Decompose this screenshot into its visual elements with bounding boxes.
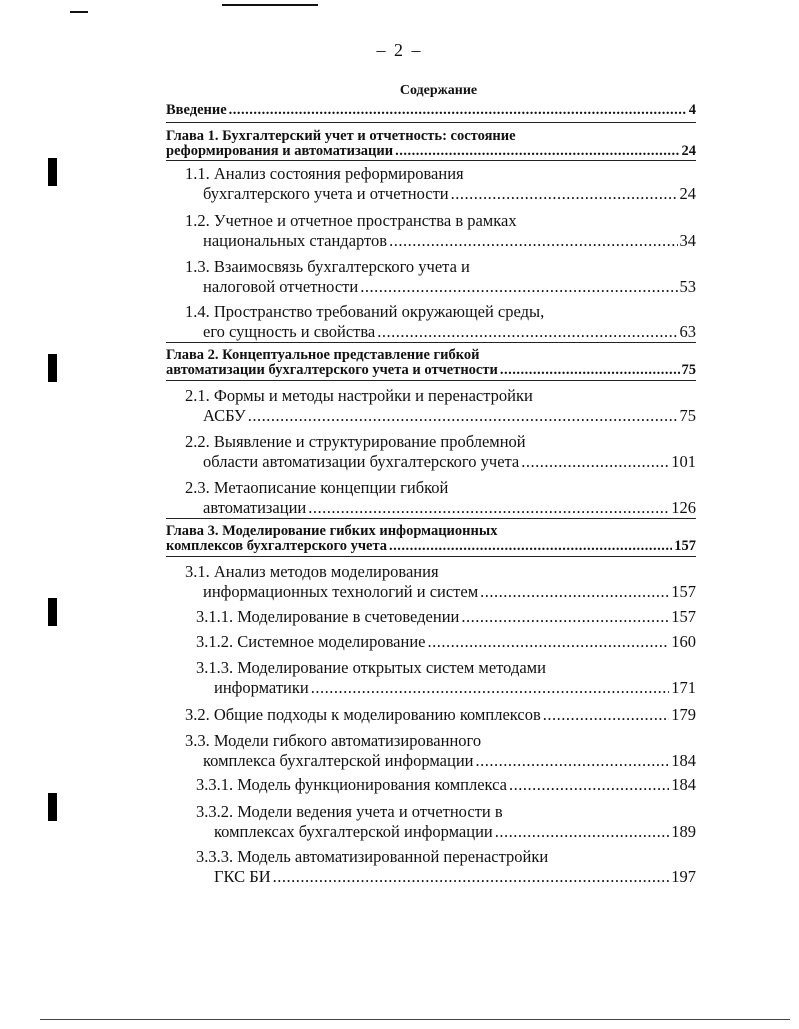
toc-entry-label: 3.2. Общие подходы к моделированию комплексов <box>185 705 541 724</box>
toc-entry-label: АСБУ <box>203 406 246 425</box>
toc-entry-row <box>196 678 696 698</box>
toc-entry-label: комплексах бухгалтерской информации <box>214 822 493 841</box>
dot-leader <box>476 751 670 771</box>
dot-leader <box>428 632 670 652</box>
toc-entry-label: его сущность и свойства <box>203 322 376 341</box>
dot-leader <box>480 582 669 602</box>
toc-entry-first-line: Глава 1. Бухгалтерский учет и отчетность: состояние <box>166 128 516 144</box>
toc-section-entry <box>185 432 696 472</box>
dot-leader <box>308 498 669 518</box>
toc-entry-first-line: Глава 3. Моделирование гибких информационных <box>166 523 498 539</box>
toc-entry-row <box>185 406 696 426</box>
dot-leader <box>509 775 669 795</box>
toc-entry-label: информационных технологий и систем <box>203 582 479 601</box>
toc-entry-page: 126 <box>671 498 696 517</box>
toc-entry-row <box>185 751 696 771</box>
toc-entry-label: 3.1.2. Системное моделирование <box>196 632 426 651</box>
toc-entry-row <box>185 705 696 725</box>
toc-entry-first-line: 3.3.3. Модель автоматизированной перенастройки <box>196 847 549 866</box>
toc-title: Содержание <box>399 83 478 98</box>
toc-section-entry <box>185 257 696 297</box>
toc-entry-label: налоговой отчетности <box>203 277 359 296</box>
toc-entry-page: 75 <box>681 362 696 378</box>
toc-entry-page: 157 <box>674 538 696 554</box>
toc-entry-row <box>185 322 696 342</box>
toc-entry-page: 157 <box>671 607 696 626</box>
toc-chapter-entry <box>166 524 696 554</box>
dot-leader <box>495 822 670 842</box>
dot-leader <box>395 144 679 159</box>
toc-entry-first-line: 2.1. Формы и методы настройки и перенастройки <box>185 386 533 405</box>
toc-entry-row <box>166 539 696 554</box>
dot-leader <box>389 231 677 251</box>
toc-chapter-entry <box>166 348 696 378</box>
dot-leader <box>461 607 669 627</box>
toc-entry-page: 160 <box>671 632 696 651</box>
toc-entry-first-line: 1.1. Анализ состояния реформирования <box>185 164 464 183</box>
toc-section-entry <box>185 731 696 771</box>
dot-leader <box>543 705 670 725</box>
toc-entry-page: 184 <box>671 775 696 794</box>
dot-leader <box>360 277 677 297</box>
toc-entry-first-line: Глава 2. Концептуальное представление гибкой <box>166 347 480 363</box>
toc-entry-first-line: 3.3.2. Модели ведения учета и отчетности в <box>196 802 503 821</box>
toc-entry-page: 184 <box>671 751 696 770</box>
toc-entry-first-line: 2.3. Метаописание концепции гибкой <box>185 478 449 497</box>
toc-entry-row <box>185 184 696 204</box>
dot-leader <box>311 678 670 698</box>
toc-entry-first-line: 1.4. Пространство требований окружающей среды, <box>185 302 545 321</box>
toc-entry-first-line: 3.3. Модели гибкого автоматизированного <box>185 731 482 750</box>
toc-entry-row <box>166 144 696 159</box>
toc-entry-label: комплексов бухгалтерского учета <box>166 538 387 554</box>
toc-entry-label: реформирования и автоматизации <box>166 143 394 159</box>
toc-entry-row <box>196 607 696 627</box>
toc-entry-label: национальных стандартов <box>203 231 388 250</box>
toc-entry-row <box>185 452 696 472</box>
toc-chapter-entry <box>166 103 696 118</box>
toc-section-entry <box>185 478 696 518</box>
toc-section-entry <box>185 562 696 602</box>
page-number: – 2 – <box>376 40 423 60</box>
toc-subsection-entry <box>196 847 696 887</box>
toc-entry-first-line: 3.1.3. Моделирование открытых систем методами <box>196 658 546 677</box>
dot-leader <box>377 322 677 342</box>
toc-entry-row <box>196 867 696 887</box>
toc-entry-page: 24 <box>681 143 696 159</box>
toc-entry-label: Введение <box>166 102 227 118</box>
toc-entry-label: 3.1.1. Моделирование в счетоведении <box>196 607 460 626</box>
toc-entry-page: 157 <box>671 582 696 601</box>
toc-entry-row <box>196 632 696 652</box>
toc-entry-page: 179 <box>671 705 696 724</box>
toc-entry-page: 197 <box>671 867 696 886</box>
toc-entry-row <box>185 277 696 297</box>
toc-entry-label: 3.3.1. Модель функционирования комплекса <box>196 775 508 794</box>
toc-entry-label: бухгалтерского учета и отчетности <box>203 184 449 203</box>
toc-entry-page: 101 <box>671 452 696 471</box>
toc-entry-row <box>196 775 696 795</box>
toc-entry-label: информатики <box>214 678 309 697</box>
toc-entry-row <box>166 103 696 118</box>
toc-entry-page: 34 <box>679 231 696 250</box>
toc-entry-page: 189 <box>671 822 696 841</box>
toc-entry-page: 4 <box>688 102 696 118</box>
toc-section-entry <box>185 705 696 725</box>
toc-entry-page: 63 <box>679 322 696 341</box>
toc-subsection-entry <box>196 632 696 652</box>
dot-leader <box>389 539 672 554</box>
toc-entry-row <box>185 498 696 518</box>
toc-section-entry <box>185 164 696 204</box>
dot-leader <box>248 406 678 426</box>
toc-subsection-entry <box>196 658 696 698</box>
toc-entry-page: 53 <box>679 277 696 296</box>
toc-entry-first-line: 3.1. Анализ методов моделирования <box>185 562 439 581</box>
toc-entry-row <box>185 231 696 251</box>
toc-entry-first-line: 2.2. Выявление и структурирование проблемной <box>185 432 526 451</box>
toc-entry-row <box>196 822 696 842</box>
toc-entry-page: 24 <box>679 184 696 203</box>
toc-entry-page: 171 <box>671 678 696 697</box>
toc-section-entry <box>185 211 696 251</box>
dot-leader <box>500 363 680 378</box>
toc-entry-label: автоматизации <box>203 498 307 517</box>
toc-entry-label: области автоматизации бухгалтерского учета <box>203 452 520 471</box>
toc-entry-label: комплекса бухгалтерской информации <box>203 751 474 770</box>
toc-section-entry <box>185 386 696 426</box>
toc-entry-row <box>166 363 696 378</box>
dot-leader <box>229 103 687 118</box>
toc-subsection-entry <box>196 802 696 842</box>
toc-chapter-entry <box>166 129 696 159</box>
toc-entry-row <box>185 582 696 602</box>
toc-entry-label: ГКС БИ <box>214 867 271 886</box>
toc-entry-first-line: 1.2. Учетное и отчетное пространства в рамках <box>185 211 517 230</box>
dot-leader <box>521 452 669 472</box>
toc-subsection-entry <box>196 607 696 627</box>
dot-leader <box>451 184 678 204</box>
toc-entry-page: 75 <box>679 406 696 425</box>
toc-entry-first-line: 1.3. Взаимосвязь бухгалтерского учета и <box>185 257 470 276</box>
toc-section-entry <box>185 302 696 342</box>
toc-entry-label: автоматизации бухгалтерского учета и отчетности <box>166 362 498 378</box>
toc-subsection-entry <box>196 775 696 795</box>
dot-leader <box>273 867 670 887</box>
